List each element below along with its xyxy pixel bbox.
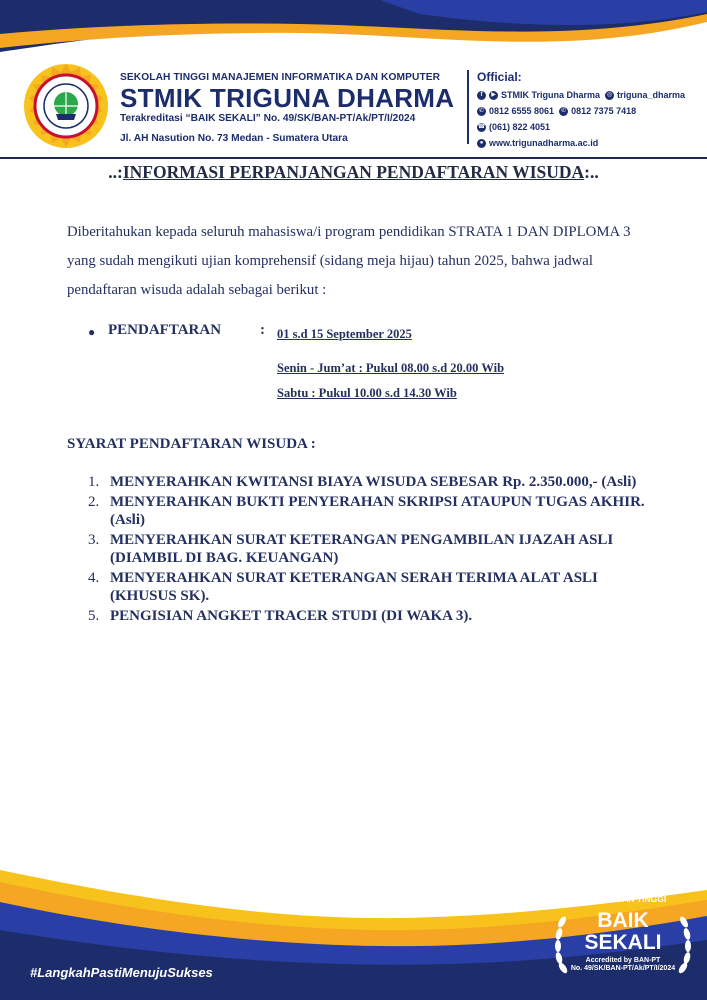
social-name[interactable]: STMIK Triguna Dharma — [501, 90, 601, 100]
social-row — [477, 87, 702, 103]
phone-icon: ☎ — [477, 123, 486, 130]
list-item — [88, 531, 648, 568]
hashtag-slogan: #LangkahPastiMenujuSukses — [30, 965, 213, 980]
list-item-text: MENYERAHKAN KWITANSI BIAYA WISUDA SEBESAR Rp. 2.350.000,- (Asli) — [110, 474, 637, 490]
website-link[interactable]: www.trigunadharma.ac.id — [489, 138, 599, 148]
list-item-text: PENGISIAN ANGKET TRACER STUDI (DI WAKA 3). — [110, 607, 473, 624]
header-rule — [0, 157, 707, 159]
list-item-number: 1. — [88, 474, 100, 490]
schedule-weekday: Senin - Jum’at : Pukul 08.00 s.d 20.00 Wib — [277, 361, 505, 375]
badge-line-5: Accredited by BAN-PT — [585, 957, 661, 964]
list-item — [88, 473, 648, 492]
accreditation-badge — [548, 884, 698, 996]
logo-emblem — [22, 62, 110, 150]
badge-line-6: No. 49/SK/BAN-PT/Ak/PT/I/2024 — [570, 965, 676, 972]
whatsapp-number-1[interactable]: 0812 6555 8061 — [489, 106, 555, 116]
whatsapp-number-2[interactable]: 0812 7375 7418 — [571, 106, 637, 116]
title-text: INFORMASI PERPANJANGAN PENDAFTARAN WISUDA — [122, 162, 585, 182]
header-divider — [467, 70, 469, 144]
top-decorative-wave — [0, 0, 707, 70]
schedule-saturday: Sabtu : Pukul 10.00 s.d 14.30 Wib — [277, 386, 457, 400]
laurel-icon — [676, 914, 696, 974]
list-item — [88, 493, 648, 530]
instagram-handle[interactable]: triguna_dharma — [617, 90, 686, 100]
page-title — [0, 162, 707, 183]
badge-line-4: SEKALI — [584, 931, 662, 954]
website-row — [477, 135, 702, 151]
phone-number[interactable]: (061) 822 4051 — [489, 122, 551, 132]
registration-colon: : — [260, 322, 265, 338]
list-item-text: MENYERAHKAN BUKTI PENYERAHAN SKRIPSI ATAUPUN TUGAS AKHIR.(Asli) — [110, 493, 645, 528]
list-item-number: 5. — [88, 607, 100, 624]
official-title: Official: — [477, 70, 522, 84]
instagram-icon: ◎ — [606, 91, 613, 98]
institution-header — [120, 72, 460, 144]
phone-row — [477, 119, 702, 135]
list-item — [88, 569, 648, 606]
registration-label: PENDAFTARAN — [108, 322, 222, 338]
youtube-icon: ▶ — [489, 91, 498, 100]
list-item — [88, 607, 648, 626]
title-prefix: ..: — [108, 162, 123, 182]
school-name: STMIK TRIGUNA DHARMA — [120, 83, 455, 113]
laurel-icon — [550, 914, 570, 974]
official-contacts — [477, 70, 702, 151]
badge-line-3: BAIK — [597, 909, 649, 932]
list-item-number: 2. — [88, 493, 100, 510]
whatsapp-icon: ✆ — [561, 107, 567, 114]
intro-paragraph: Diberitahukan kepada seluruh mahasiswa/i program pendidikan STRATA 1 DAN DIPLOMA 3 yang sudah mengikuti ujian komprehensif (sidang meja hijau) tahun 2025, bahwa jadwal pendaftaran wisuda adalah sebagai berikut : — [67, 224, 631, 298]
badge-line-2: PERGURUAN TINGGI — [579, 894, 667, 904]
facebook-icon: f — [477, 91, 486, 100]
accreditation-text: Terakreditasi “BAIK SEKALI” No. 49/SK/BAN-PT/Ak/PT/I/2024 — [120, 113, 416, 124]
requirements-list — [88, 473, 648, 626]
school-full-name: SEKOLAH TINGGI MANAJEMEN INFORMATIKA DAN KOMPUTER — [120, 72, 441, 83]
whatsapp-icon: ✆ — [478, 107, 485, 114]
list-item-text: MENYERAHKAN SURAT KETERANGAN PENGAMBILAN IJAZAH ASLI (DIAMBIL DI BAG. KEUANGAN) — [110, 531, 614, 566]
title-suffix: :.. — [584, 162, 599, 182]
globe-icon: ● — [477, 139, 486, 148]
address-text: Jl. AH Nasution No. 73 Medan - Sumatera Utara — [120, 133, 348, 144]
list-item-number: 3. — [88, 531, 100, 548]
list-item-number: 4. — [88, 569, 100, 586]
registration-dates: 01 s.d 15 September 2025 — [277, 327, 412, 341]
whatsapp-row — [477, 103, 702, 119]
list-item-text: MENYERAHKAN SURAT KETERANGAN SERAH TERIMA ALAT ASLI (KHUSUS SK). — [110, 569, 598, 604]
badge-line-1: AKREDITASI — [597, 884, 649, 894]
requirements-title: SYARAT PENDAFTARAN WISUDA : — [67, 436, 316, 452]
bullet-icon: ● — [88, 325, 96, 339]
